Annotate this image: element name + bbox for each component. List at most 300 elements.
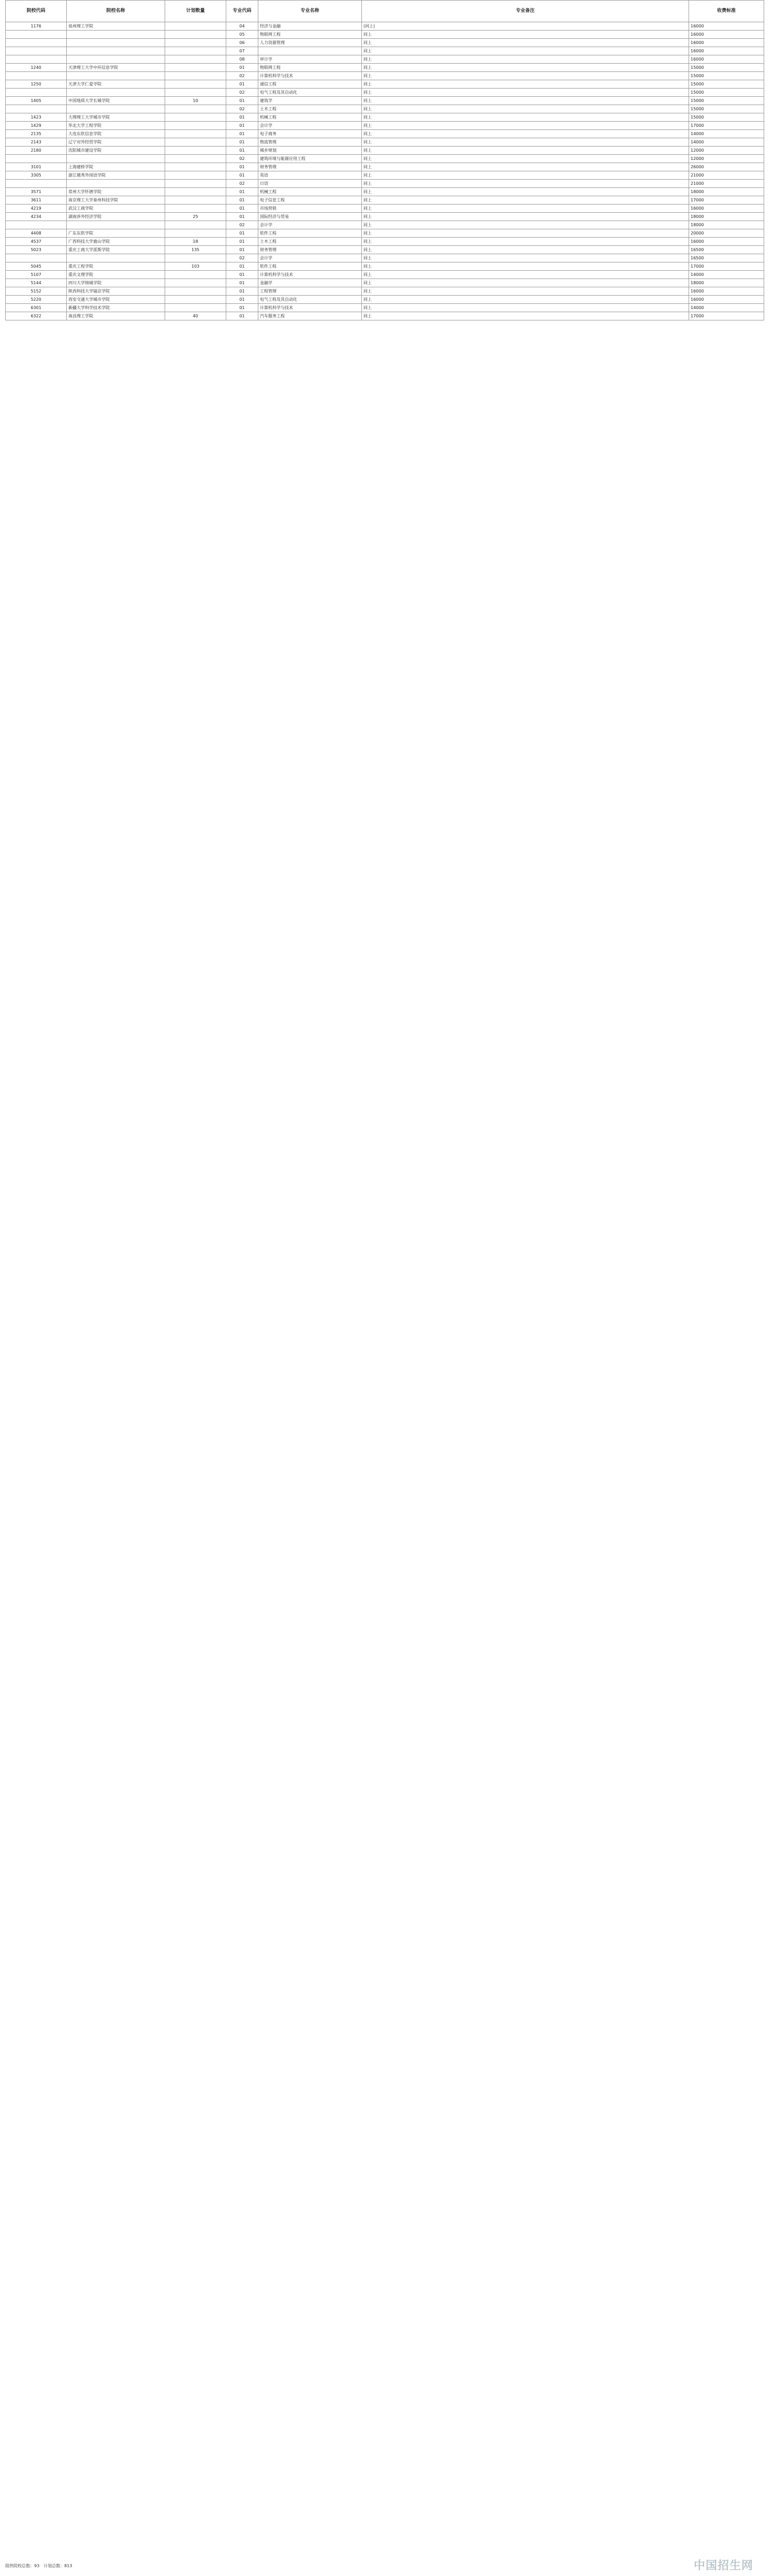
cell-major: 人力资源管理 — [258, 39, 362, 47]
header-row — [6, 1, 764, 22]
table-row — [6, 180, 764, 188]
cell-school: 大理理工大学城市学院 — [67, 113, 165, 122]
cell-count — [165, 296, 226, 304]
cell-note: 同上 — [362, 304, 689, 312]
table-row — [6, 122, 764, 130]
table-row — [6, 287, 764, 296]
cell-count — [165, 105, 226, 113]
cell-mcode: 01 — [226, 130, 258, 138]
cell-major: 电气工程及其自动化 — [258, 296, 362, 304]
cell-code: 4408 — [6, 229, 67, 238]
header-major-code: 专业代码 — [226, 1, 258, 22]
cell-fee: 16000 — [689, 287, 764, 296]
cell-fee: 16000 — [689, 31, 764, 39]
cell-fee: 20000 — [689, 229, 764, 238]
cell-code: 6301 — [6, 304, 67, 312]
cell-note: (同上) — [362, 22, 689, 31]
cell-count: 103 — [165, 262, 226, 271]
cell-mcode: 02 — [226, 89, 258, 97]
cell-school — [67, 31, 165, 39]
cell-school — [67, 72, 165, 80]
cell-count — [165, 304, 226, 312]
cell-code — [6, 221, 67, 229]
cell-note: 同上 — [362, 130, 689, 138]
table-row — [6, 312, 764, 320]
cell-code: 4537 — [6, 238, 67, 246]
table-row — [6, 97, 764, 105]
table-row — [6, 171, 764, 180]
cell-school: 沈阳城市建设学院 — [67, 147, 165, 155]
cell-count — [165, 229, 226, 238]
cell-count: 18 — [165, 238, 226, 246]
cell-fee: 16000 — [689, 47, 764, 55]
cell-count — [165, 72, 226, 80]
cell-mcode: 05 — [226, 31, 258, 39]
cell-major: 城乡规划 — [258, 147, 362, 155]
cell-count: 40 — [165, 312, 226, 320]
cell-note: 同上 — [362, 279, 689, 287]
cell-count — [165, 22, 226, 31]
cell-code: 5152 — [6, 287, 67, 296]
cell-major: 机械工程 — [258, 188, 362, 196]
cell-code: 3571 — [6, 188, 67, 196]
cell-major: 英语 — [258, 171, 362, 180]
cell-note: 同上 — [362, 72, 689, 80]
cell-count — [165, 188, 226, 196]
cell-major: 国际经济与贸易 — [258, 213, 362, 221]
cell-fee: 18000 — [689, 279, 764, 287]
cell-note: 同上 — [362, 105, 689, 113]
cell-count — [165, 204, 226, 213]
cell-school — [67, 221, 165, 229]
table-row — [6, 204, 764, 213]
cell-mcode: 04 — [226, 22, 258, 31]
cell-school — [67, 89, 165, 97]
cell-count — [165, 163, 226, 171]
cell-count — [165, 287, 226, 296]
cell-count — [165, 130, 226, 138]
cell-mcode: 01 — [226, 312, 258, 320]
cell-count — [165, 113, 226, 122]
cell-count — [165, 279, 226, 287]
cell-code: 1176 — [6, 22, 67, 31]
cell-note: 同上 — [362, 238, 689, 246]
cell-note: 同上 — [362, 89, 689, 97]
cell-major: 物联网工程 — [258, 31, 362, 39]
cell-fee: 14000 — [689, 130, 764, 138]
cell-school: 湖南涉外经济学院 — [67, 213, 165, 221]
cell-major: 计算机科学与技术 — [258, 271, 362, 279]
table-row — [6, 80, 764, 89]
cell-major: 建筑环境与能源应用工程 — [258, 155, 362, 163]
cell-code: 1240 — [6, 64, 67, 72]
cell-major: 会计学 — [258, 122, 362, 130]
cell-note: 同上 — [362, 155, 689, 163]
cell-note: 同上 — [362, 180, 689, 188]
cell-mcode: 07 — [226, 47, 258, 55]
cell-fee: 16000 — [689, 22, 764, 31]
cell-major — [258, 47, 362, 55]
cell-code: 4234 — [6, 213, 67, 221]
cell-school: 新疆大学科学技术学院 — [67, 304, 165, 312]
table-row — [6, 229, 764, 238]
cell-major: 软件工程 — [258, 229, 362, 238]
cell-code: 3305 — [6, 171, 67, 180]
plan-table — [5, 0, 764, 320]
cell-major: 软件工程 — [258, 262, 362, 271]
cell-mcode: 01 — [226, 238, 258, 246]
cell-count — [165, 47, 226, 55]
cell-count — [165, 122, 226, 130]
cell-code: 2143 — [6, 138, 67, 147]
cell-code: 3611 — [6, 196, 67, 204]
cell-fee: 15000 — [689, 113, 764, 122]
cell-fee: 12000 — [689, 147, 764, 155]
cell-major: 经济与金融 — [258, 22, 362, 31]
cell-major: 金融学 — [258, 279, 362, 287]
cell-fee: 17000 — [689, 312, 764, 320]
cell-code: 1250 — [6, 80, 67, 89]
cell-school: 浙江越秀外国语学院 — [67, 171, 165, 180]
cell-school: 陕西科技大学镐京学院 — [67, 287, 165, 296]
cell-count — [165, 196, 226, 204]
header-fee: 收费标准 — [689, 1, 764, 22]
cell-note: 同上 — [362, 254, 689, 262]
cell-mcode: 01 — [226, 113, 258, 122]
cell-fee: 16000 — [689, 39, 764, 47]
cell-code — [6, 47, 67, 55]
cell-mcode: 01 — [226, 287, 258, 296]
table-row — [6, 47, 764, 55]
cell-code: 1405 — [6, 97, 67, 105]
cell-major: 会计学 — [258, 254, 362, 262]
table-row — [6, 246, 764, 254]
cell-fee: 15000 — [689, 89, 764, 97]
table-row — [6, 55, 764, 64]
cell-mcode: 01 — [226, 188, 258, 196]
cell-code: 1429 — [6, 122, 67, 130]
table-row — [6, 105, 764, 113]
cell-count — [165, 80, 226, 89]
cell-mcode: 02 — [226, 72, 258, 80]
cell-code: 5144 — [6, 279, 67, 287]
cell-mcode: 01 — [226, 97, 258, 105]
cell-major: 通信工程 — [258, 80, 362, 89]
cell-school: 南昌理工学院 — [67, 312, 165, 320]
cell-major: 土木工程 — [258, 105, 362, 113]
cell-school: 重庆文理学院 — [67, 271, 165, 279]
cell-code — [6, 105, 67, 113]
cell-school — [67, 105, 165, 113]
table-row — [6, 64, 764, 72]
cell-major: 电子信息工程 — [258, 196, 362, 204]
cell-note: 同上 — [362, 312, 689, 320]
cell-count — [165, 138, 226, 147]
cell-school — [67, 55, 165, 64]
cell-note: 同上 — [362, 97, 689, 105]
cell-count — [165, 39, 226, 47]
cell-count — [165, 221, 226, 229]
cell-code — [6, 55, 67, 64]
cell-mcode: 01 — [226, 271, 258, 279]
cell-mcode: 01 — [226, 122, 258, 130]
cell-school: 辽宁对外经贸学院 — [67, 138, 165, 147]
table-row — [6, 163, 764, 171]
cell-school: 重庆工商大学派斯学院 — [67, 246, 165, 254]
cell-mcode: 01 — [226, 171, 258, 180]
cell-mcode: 06 — [226, 39, 258, 47]
table-row — [6, 130, 764, 138]
cell-major: 日语 — [258, 180, 362, 188]
cell-fee: 17000 — [689, 196, 764, 204]
cell-major: 计算机科学与技术 — [258, 72, 362, 80]
cell-mcode: 01 — [226, 80, 258, 89]
cell-note: 同上 — [362, 296, 689, 304]
cell-fee: 15000 — [689, 105, 764, 113]
table-row — [6, 213, 764, 221]
cell-code: 2135 — [6, 130, 67, 138]
table-row — [6, 296, 764, 304]
cell-school — [67, 47, 165, 55]
cell-major: 汽车服务工程 — [258, 312, 362, 320]
cell-major: 物联网工程 — [258, 64, 362, 72]
cell-note: 同上 — [362, 39, 689, 47]
cell-code: 5045 — [6, 262, 67, 271]
cell-count — [165, 31, 226, 39]
cell-count — [165, 147, 226, 155]
table-row — [6, 113, 764, 122]
cell-mcode: 02 — [226, 180, 258, 188]
cell-school — [67, 254, 165, 262]
cell-fee: 18000 — [689, 188, 764, 196]
table-row — [6, 238, 764, 246]
cell-fee: 15000 — [689, 64, 764, 72]
cell-fee: 14000 — [689, 138, 764, 147]
cell-note: 同上 — [362, 213, 689, 221]
cell-mcode: 01 — [226, 304, 258, 312]
cell-mcode: 01 — [226, 163, 258, 171]
cell-school — [67, 39, 165, 47]
cell-note: 同上 — [362, 147, 689, 155]
cell-major: 市场营销 — [258, 204, 362, 213]
cell-fee: 15000 — [689, 97, 764, 105]
cell-school: 广东东软学院 — [67, 229, 165, 238]
cell-mcode: 02 — [226, 155, 258, 163]
cell-note: 同上 — [362, 196, 689, 204]
cell-fee: 16500 — [689, 246, 764, 254]
cell-note: 同上 — [362, 138, 689, 147]
cell-note: 同上 — [362, 204, 689, 213]
cell-school: 广西科技大学鹿山学院 — [67, 238, 165, 246]
cell-code: 5023 — [6, 246, 67, 254]
cell-fee: 16000 — [689, 296, 764, 304]
table-row — [6, 155, 764, 163]
table-row — [6, 22, 764, 31]
cell-major: 财务管理 — [258, 246, 362, 254]
cell-fee: 15000 — [689, 80, 764, 89]
cell-code — [6, 89, 67, 97]
cell-code: 4219 — [6, 204, 67, 213]
table-body — [6, 22, 764, 320]
table-row — [6, 72, 764, 80]
cell-mcode: 01 — [226, 64, 258, 72]
cell-count — [165, 180, 226, 188]
cell-fee: 18000 — [689, 213, 764, 221]
cell-school: 上海建桥学院 — [67, 163, 165, 171]
cell-code: 1423 — [6, 113, 67, 122]
cell-fee: 14000 — [689, 304, 764, 312]
cell-mcode: 01 — [226, 138, 258, 147]
cell-code: 5107 — [6, 271, 67, 279]
table-row — [6, 279, 764, 287]
table-row — [6, 304, 764, 312]
cell-mcode: 01 — [226, 296, 258, 304]
table-row — [6, 147, 764, 155]
cell-code — [6, 72, 67, 80]
cell-count: 135 — [165, 246, 226, 254]
table-row — [6, 138, 764, 147]
cell-school: 华北大学工程学院 — [67, 122, 165, 130]
cell-count — [165, 64, 226, 72]
cell-major: 会计学 — [258, 221, 362, 229]
cell-code: 2180 — [6, 147, 67, 155]
cell-fee: 18000 — [689, 221, 764, 229]
cell-code — [6, 254, 67, 262]
cell-mcode: 01 — [226, 147, 258, 155]
cell-mcode: 01 — [226, 262, 258, 271]
cell-note: 同上 — [362, 31, 689, 39]
cell-mcode: 01 — [226, 196, 258, 204]
cell-mcode: 02 — [226, 254, 258, 262]
cell-major: 财务管理 — [258, 163, 362, 171]
cell-note: 同上 — [362, 47, 689, 55]
cell-note: 同上 — [362, 246, 689, 254]
cell-count: 10 — [165, 97, 226, 105]
cell-school — [67, 180, 165, 188]
cell-major: 土木工程 — [258, 238, 362, 246]
cell-school: 四川大学锦城学院 — [67, 279, 165, 287]
admission-plan-sheet — [5, 0, 764, 320]
cell-mcode: 01 — [226, 229, 258, 238]
cell-fee: 16500 — [689, 254, 764, 262]
cell-note: 同上 — [362, 55, 689, 64]
table-row — [6, 196, 764, 204]
cell-school: 泉州理工学院 — [67, 22, 165, 31]
cell-fee: 16000 — [689, 55, 764, 64]
cell-fee: 16000 — [689, 238, 764, 246]
summary-footer: 提供院校总数：93 计划总数：813 — [5, 2564, 72, 2568]
site-watermark-logo: 中国招生网 — [693, 2559, 753, 2572]
cell-code: 3101 — [6, 163, 67, 171]
cell-major: 电子商务 — [258, 130, 362, 138]
table-row — [6, 221, 764, 229]
cell-fee: 26000 — [689, 163, 764, 171]
cell-note: 同上 — [362, 122, 689, 130]
cell-mcode: 02 — [226, 221, 258, 229]
table-row — [6, 271, 764, 279]
table-row — [6, 31, 764, 39]
cell-school: 中国地质大学长城学院 — [67, 97, 165, 105]
cell-code: 5220 — [6, 296, 67, 304]
header-plan-count: 计划数量 — [165, 1, 226, 22]
cell-school: 天津大学仁爱学院 — [67, 80, 165, 89]
cell-code: 6322 — [6, 312, 67, 320]
cell-major: 建筑学 — [258, 97, 362, 105]
cell-school: 天津理工大学中环信息学院 — [67, 64, 165, 72]
cell-fee: 17000 — [689, 262, 764, 271]
cell-count — [165, 155, 226, 163]
cell-note: 同上 — [362, 188, 689, 196]
cell-fee: 21000 — [689, 180, 764, 188]
cell-fee: 17000 — [689, 122, 764, 130]
cell-mcode: 01 — [226, 246, 258, 254]
cell-count — [165, 171, 226, 180]
cell-note: 同上 — [362, 287, 689, 296]
cell-major: 工程管理 — [258, 287, 362, 296]
cell-mcode: 08 — [226, 55, 258, 64]
cell-school: 重庆工程学院 — [67, 262, 165, 271]
table-row — [6, 254, 764, 262]
cell-fee: 12000 — [689, 155, 764, 163]
cell-count — [165, 271, 226, 279]
cell-mcode: 01 — [226, 204, 258, 213]
cell-note: 同上 — [362, 163, 689, 171]
cell-school: 武汉工商学院 — [67, 204, 165, 213]
cell-note: 同上 — [362, 229, 689, 238]
table-row — [6, 262, 764, 271]
cell-fee: 15000 — [689, 72, 764, 80]
cell-count: 25 — [165, 213, 226, 221]
cell-school: 常州大学怀德学院 — [67, 188, 165, 196]
cell-count — [165, 254, 226, 262]
cell-major: 计算机科学与技术 — [258, 304, 362, 312]
cell-fee: 14000 — [689, 271, 764, 279]
cell-code — [6, 180, 67, 188]
cell-note: 同上 — [362, 171, 689, 180]
cell-school: 西安交通大学城市学院 — [67, 296, 165, 304]
cell-note: 同上 — [362, 80, 689, 89]
header-major-name: 专业名称 — [258, 1, 362, 22]
cell-school: 大连东软信息学院 — [67, 130, 165, 138]
cell-note: 同上 — [362, 262, 689, 271]
header-school-name: 院校名称 — [67, 1, 165, 22]
header-major-note: 专业备注 — [362, 1, 689, 22]
cell-major: 机械工程 — [258, 113, 362, 122]
cell-major: 物流管理 — [258, 138, 362, 147]
cell-mcode: 02 — [226, 105, 258, 113]
cell-fee: 16000 — [689, 204, 764, 213]
cell-note: 同上 — [362, 113, 689, 122]
cell-count — [165, 89, 226, 97]
table-row — [6, 39, 764, 47]
header-school-code: 院校代码 — [6, 1, 67, 22]
cell-school — [67, 155, 165, 163]
cell-code — [6, 39, 67, 47]
cell-fee: 21000 — [689, 171, 764, 180]
table-row — [6, 188, 764, 196]
cell-note: 同上 — [362, 64, 689, 72]
cell-code — [6, 31, 67, 39]
cell-note: 同上 — [362, 221, 689, 229]
cell-mcode: 01 — [226, 279, 258, 287]
cell-code — [6, 155, 67, 163]
cell-school: 南京理工大学泰州科技学院 — [67, 196, 165, 204]
cell-note: 同上 — [362, 271, 689, 279]
cell-major: 审计学 — [258, 55, 362, 64]
cell-count — [165, 55, 226, 64]
table-row — [6, 89, 764, 97]
cell-major: 电气工程及其自动化 — [258, 89, 362, 97]
